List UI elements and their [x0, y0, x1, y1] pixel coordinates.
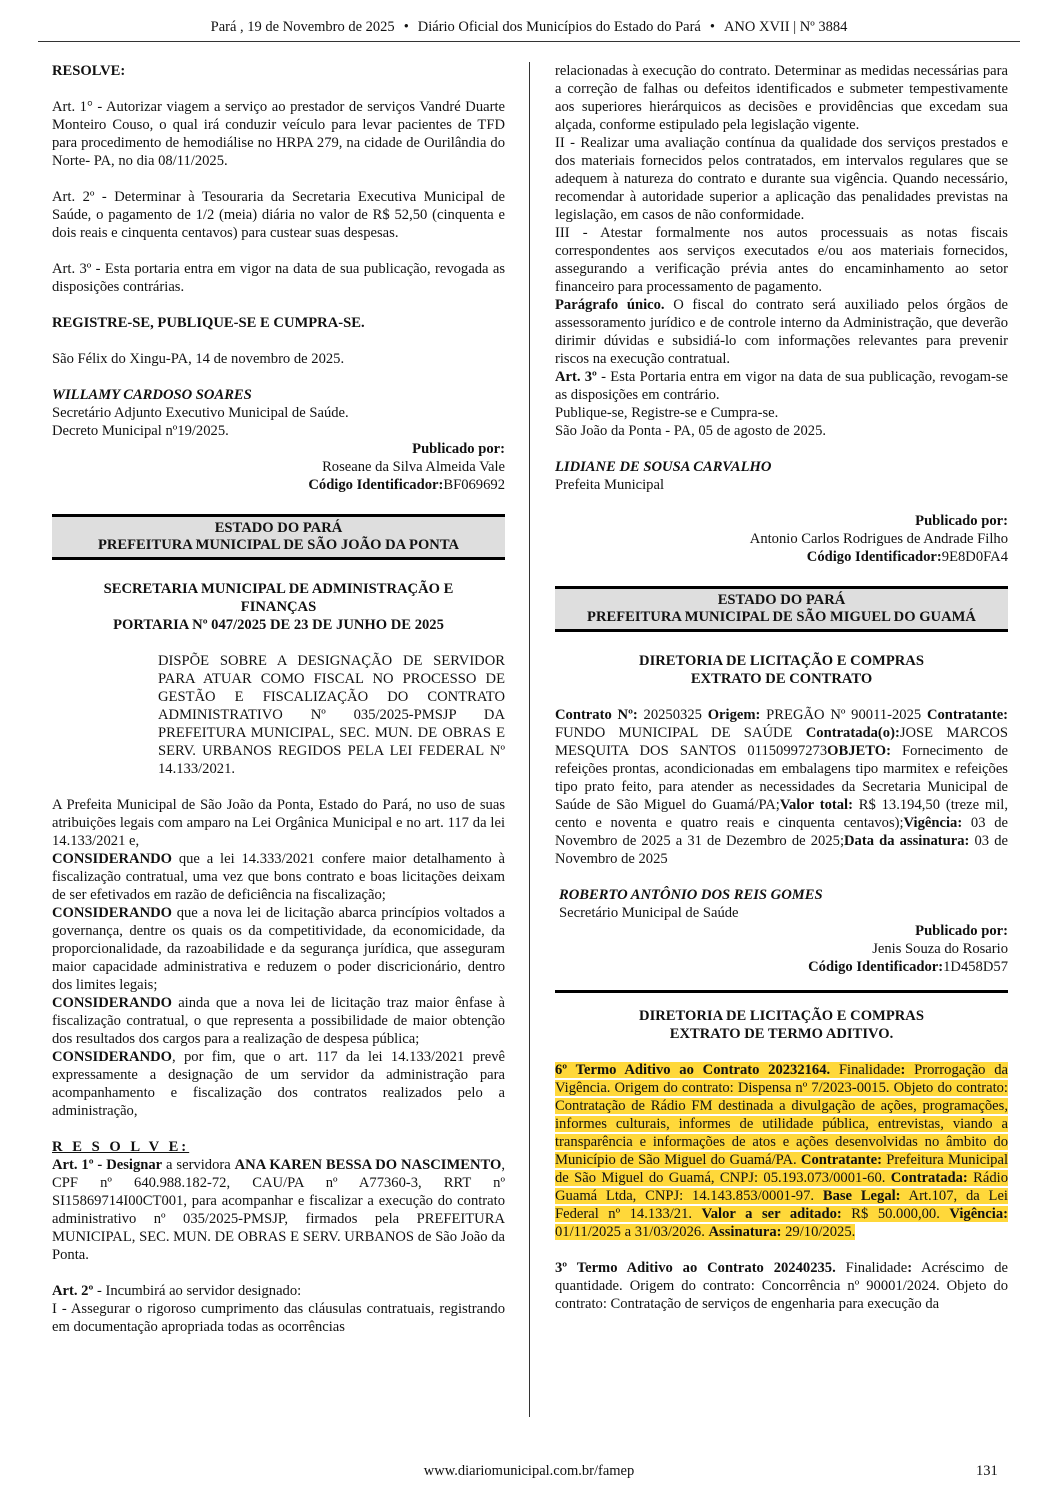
considerando-3: CONSIDERANDO ainda que a nova lei de licitação traz maior ênfase à fiscalização contratual, o que representa a possibilidade de maior obtenção dos resultados dos cargos para a realização de despesa pública; — [52, 995, 505, 1047]
registre-line: REGISTRE-SE, PUBLIQUE-SE E CUMPRA-SE. — [52, 315, 365, 331]
place-date: São João da Ponta - PA, 05 de agosto de 2025. — [555, 423, 827, 439]
banner-state: ESTADO DO PARÁ — [717, 592, 846, 608]
signer-name: LIDIANE DE SOUSA CARVALHO — [555, 459, 772, 475]
header-bullet: • — [709, 19, 715, 35]
signer-name: ROBERTO ANTÔNIO DOS REIS GOMES — [559, 887, 823, 903]
header-journal: Diário Oficial dos Municípios do Estado do Pará — [417, 19, 701, 35]
ementa: DISPÕE SOBRE A DESIGNAÇÃO DE SERVIDOR PARA ATUAR COMO FISCAL NO PROCESSO DE GESTÃO E FISCALIZAÇÃO DO CONTRATO ADMINISTRATIVO Nº 035/2025-PMSJP DA PREFEITURA MUNICIPAL, SEC. MUN. DE OBRAS E SERV. URBANOS REGIDOS PELA LEI FEDERAL Nº 14.133/2021. — [158, 653, 505, 777]
paragrafo-unico: Parágrafo único. O fiscal do contrato será auxiliado pelos órgãos de assessoramento jurídico e de controle interno da Administração, que deverão dirimir dúvidas e subsidiá-lo com informações relevantes para prevenir riscos na execução contratual. — [555, 297, 1008, 367]
identifier-code: Código Identificador:9E8D0FA4 — [806, 549, 1008, 565]
identifier-value: BF069692 — [443, 477, 505, 493]
right-column — [555, 62, 1008, 1313]
banner-prefecture: PREFEITURA MUNICIPAL DE SÃO JOÃO DA PONTA — [97, 537, 460, 553]
published-by-label: Publicado por: — [915, 513, 1008, 529]
signer-role: Secretário Adjunto Executivo Municipal de Saúde. — [52, 405, 349, 421]
contract-extract: Contrato Nº: 20250325 Origem: PREGÃO Nº 90011-2025 Contratante: FUNDO MUNICIPAL DE SAÚDE Contratada(o):JOSE MARCOS MESQUITA DOS SANTOS 01150997273OBJETO: Fornecimento de refeições prontas, acondicionadas em embalagens tipo marmitex e refeições tipo prato feito, para atender as necessidades da Secretaria Municipal de Saúde de São Miguel do Guamá/PA;Valor total: R$ 13.194,50 (treze mil, cento e noventa e quatro reais e cinquenta centavos);Vigência: 03 de Novembro de 2025 a 31 de Dezembro de 2025;Data da assinatura: 03 de Novembro de 2025 — [555, 707, 1009, 867]
considerando-word: CONSIDERANDO — [52, 1049, 173, 1065]
directorate-title: DIRETORIA DE LICITAÇÃO E COMPRAS — [639, 653, 924, 669]
footer-url[interactable]: www.diariomunicipal.com.br/famep — [423, 1463, 635, 1479]
amendment-3: 3º Termo Aditivo ao Contrato 20240235. Finalidade: Acréscimo de quantidade. Origem do contrato: Concorrência nº 90001/2024. Objeto do contrato: Contratação de serviços de engenharia para execução da — [555, 1260, 1008, 1312]
extract-title: EXTRATO DE CONTRATO — [690, 671, 873, 687]
art1b-paragraph: Art. 1º - Designar a servidora ANA KAREN BESSA DO NASCIMENTO, CPF nº 640.988.182-72, CAU/PA nº A77360-3, RRT nº SI15869714I00CT001, para acompanhar e fiscalizar a execução do contrato administrativo nº 035/2025-PMSJP, firmados pela PREFEITURA MUNICIPAL, SEC. MUN. DE OBRAS E SERV. URBANOS de São João da Ponta. — [52, 1157, 505, 1263]
section-banner — [52, 514, 505, 560]
published-by-label: Publicado por: — [412, 441, 505, 457]
resolve-heading: RESOLVE: — [52, 63, 126, 79]
resolve-heading-2: R E S O L V E: — [52, 1139, 190, 1155]
section-title: SECRETARIA MUNICIPAL DE ADMINISTRAÇÃO E FINANÇAS — [103, 581, 454, 615]
signer-role: Prefeita Municipal — [555, 477, 665, 493]
amendment-6: 6º Termo Aditivo ao Contrato 20232164. Finalidade: Prorrogação da Vigência. Origem do contrato: Dispensa nº 7/2023-0015. Objeto do contrato: Contratação de Rádio FM destinada a divulgação de ações, programações, informes culturais, informes de utilidade pública, entrevistas, viando a transparência e informações de atos e ações desenvolvidas no âmbito do Município de São Miguel do Guamá/PA. Contratante: Prefeitura Municipal de São Miguel do Guamá, CNPJ: 05.193.073/0001-60. Contratada: Rádio Guamá Ltda, CNPJ: 14.143.853/0001-97. Base Legal: Art.107, da Lei Federal nº 14.133/21. Valor a ser aditado: R$ 50.000,00. Vigência: 01/11/2025 a 31/03/2026. Assinatura: 29/10/2025. — [555, 1062, 1009, 1240]
considerando-1: CONSIDERANDO que a lei 14.333/2021 confere maior detalhamento à fiscalização contratual, uma vez que bons contrato e boas licitações deixam de ser efetivados em razão de deficiência na fiscalização; — [52, 851, 505, 903]
published-by-label: Publicado por: — [915, 923, 1008, 939]
header-bullet: • — [403, 19, 409, 35]
considerando-2: CONSIDERANDO que a nova lei de licitação abarca princípios voltados a governança, dentre os quais os da competitividade, da economicidade, da proporcionalidade, da razoabilidade e da segurança jurídica, que asseguram maior capacidade administrativa e reduzem o poder discricionário, dentro dos limites legais; — [52, 905, 505, 993]
considerando-word: CONSIDERANDO — [52, 995, 173, 1011]
header-edition: ANO XVII | Nº 3884 — [723, 19, 848, 35]
published-by-name: Jenis Souza do Rosario — [872, 941, 1008, 957]
item-1: I - Assegurar o rigoroso cumprimento das cláusulas contratuais, registrando em documentação apropriada todas as ocorrências — [52, 1301, 505, 1335]
page-number: 131 — [976, 1463, 998, 1479]
item-2: II - Realizar uma avaliação contínua da qualidade dos serviços prestados e dos materiais fornecidos pelos contratados, em intervalos regulares que se adequem à natureza do contrato e durante sua vigência. Quando necessário, recomendar à autoridade superior a aplicação das penalidades previstas na legislação, em casos de não conformidade. — [555, 135, 1008, 223]
identifier-label: Código Identificador: — [308, 477, 444, 493]
portaria-title: PORTARIA Nº 047/2025 DE 23 DE JUNHO DE 2025 — [113, 617, 444, 633]
considerando-4: CONSIDERANDO, por fim, que o art. 117 da lei 14.133/2021 prevê expressamente a designação de um servidor da administração para acompanhamento e fiscalização dos contratos realizados pelo a administração, — [52, 1049, 505, 1119]
item-3: III - Atestar formalmente nos autos processuais as notas fiscais correspondentes aos serviços executados e/ou aos materiais fornecidos, assegurando a verificação prévia antes do encaminhamento ao setor financeiro para processamento de pagamento. — [555, 225, 1008, 295]
art1-paragraph: Art. 1° - Autorizar viagem a serviço ao prestador de serviços Vandré Duarte Monteiro Couso, o qual irá conduzir veículo para levar pacientes de TFD para procedimento de hemodiálise no HRPA 279, na cidade de Ourilândia do Norte- PA, no dia 08/11/2025. — [52, 99, 505, 169]
published-by-name: Roseane da Silva Almeida Vale — [322, 459, 505, 475]
preamble: A Prefeita Municipal de São João da Ponta, Estado do Pará, no uso de suas atribuições legais com amparo na Lei Orgânica Municipal e no art. 117 da lei 14.133/2021 e, — [52, 797, 505, 849]
section-separator — [555, 990, 1008, 993]
signer-role: Secretário Municipal de Saúde — [559, 905, 739, 921]
left-column — [52, 62, 505, 1336]
banner-state: ESTADO DO PARÁ — [214, 520, 343, 536]
art2b-paragraph: Art. 2º - Incumbirá ao servidor designado: — [52, 1283, 302, 1299]
item-1-continuation: relacionadas à execução do contrato. Determinar as medidas necessárias para a correção de falhas ou defeitos identificados e submeter tempestivamente aos superiores hierárquicos as decisões e providências que excedam sua alçada, conforme estipulado pela legislação vigente. — [555, 63, 1008, 133]
section-banner — [555, 586, 1008, 632]
identifier-code — [52, 476, 505, 494]
page-header — [38, 14, 1020, 42]
banner-prefecture: PREFEITURA MUNICIPAL DE SÃO MIGUEL DO GUAMÁ — [587, 609, 976, 625]
art3-paragraph: Art. 3º - Esta portaria entra em vigor na data de sua publicação, revogada as disposições contrárias. — [52, 261, 505, 295]
considerando-word: CONSIDERANDO — [52, 851, 173, 867]
extract-title: EXTRATO DE TERMO ADITIVO. — [669, 1026, 894, 1042]
art3-paragraph: Art. 3º - Esta Portaria entra em vigor na data de sua publicação, revogam-se as disposições em contrário. — [555, 369, 1008, 403]
place-date: São Félix do Xingu-PA, 14 de novembro de 2025. — [52, 351, 345, 367]
published-by-name: Antonio Carlos Rodrigues de Andrade Filho — [749, 531, 1008, 547]
signer-name: WILLAMY CARDOSO SOARES — [52, 387, 252, 403]
header-place-date: Pará , 19 de Novembro de 2025 — [210, 19, 395, 35]
column-divider — [529, 62, 530, 1417]
directorate-title: DIRETORIA DE LICITAÇÃO E COMPRAS — [639, 1008, 924, 1024]
art2-paragraph: Art. 2º - Determinar à Tesouraria da Secretaria Executiva Municipal de Saúde, o pagamento de 1/2 (meia) diária no valor de R$ 52,50 (cinquenta e dois reais e cinquenta centavos) para custear suas despesas. — [52, 189, 505, 241]
publique-line: Publique-se, Registre-se e Cumpra-se. — [555, 405, 779, 421]
considerando-word: CONSIDERANDO — [52, 905, 173, 921]
identifier-code: Código Identificador:1D458D57 — [808, 959, 1008, 975]
signer-decree: Decreto Municipal nº19/2025. — [52, 423, 229, 439]
